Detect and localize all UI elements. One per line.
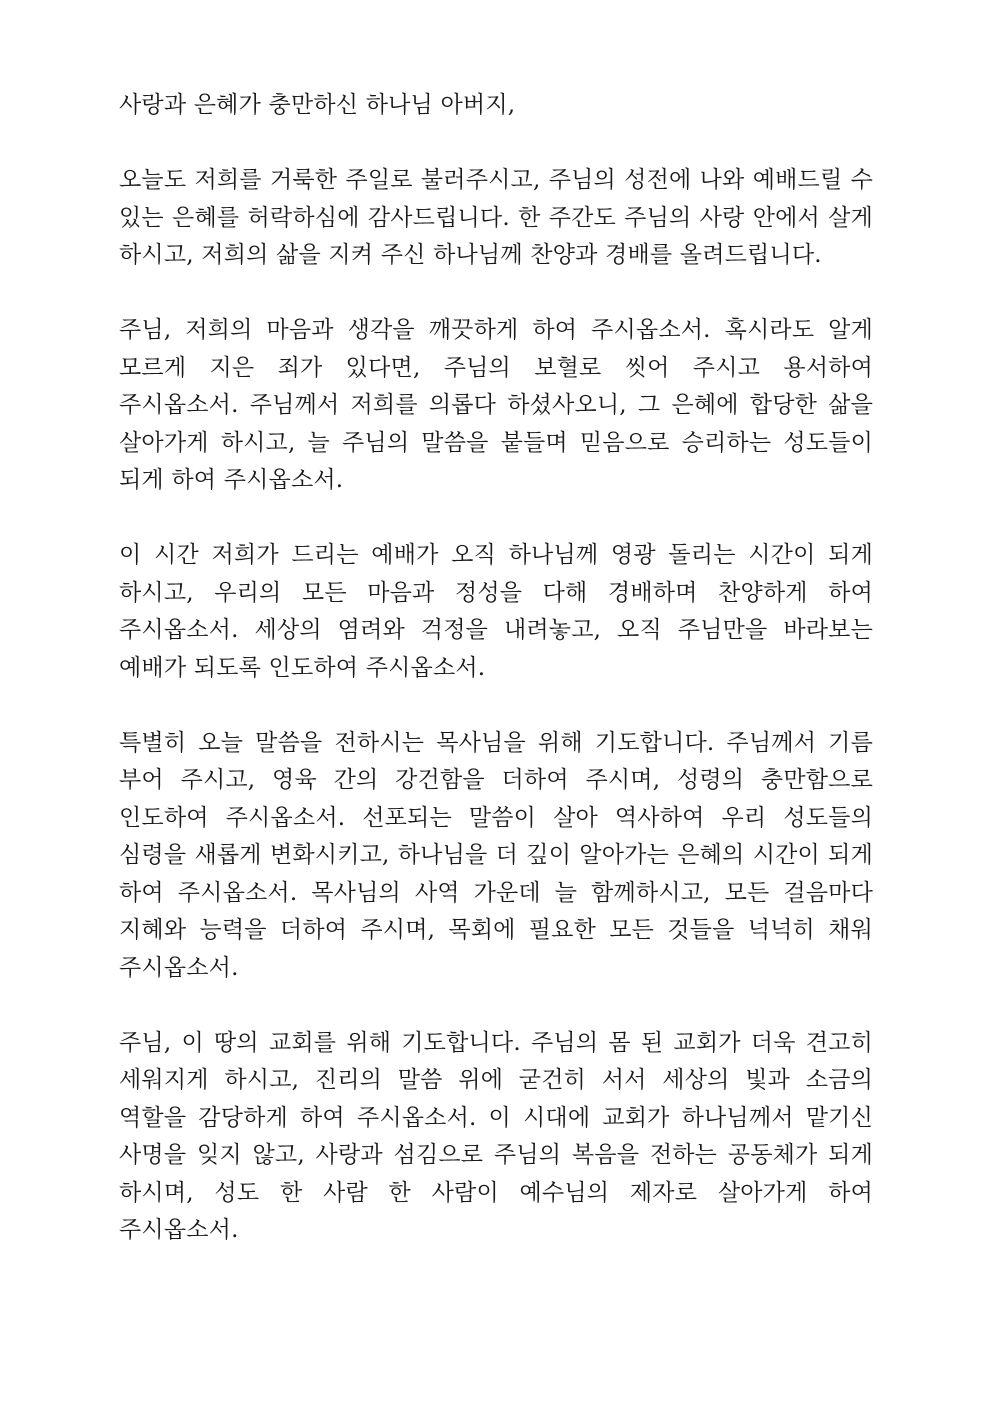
paragraph-pastor: 특별히 오늘 말씀을 전하시는 목사님을 위해 기도합니다. 주님께서 기름 부어 주시고, 영육 간의 강건함을 더하여 주시며, 성령의 충만함으로 인도하여 주시옵소서. 선포되는 말씀이 살아 역사하여 우리 성도들의 심령을 새롭게 변화시키고, 하나님을 더 깊이 알아가는 은혜의 시간이 되게 하여 주시옵소서. 목사님의 사역 가운데 늘 함께하시고, 모든 걸음마다 지혜와 능력을 더하여 주시며, 목회에 필요한 모든 것들을 넉넉히 채워 주시옵소서. (119, 729, 873, 981)
paragraph-greeting: 사랑과 은혜가 충만하신 하나님 아버지, (119, 92, 516, 118)
document-page (119, 87, 873, 1287)
paragraph-worship: 이 시간 저희가 드리는 예배가 오직 하나님께 영광 돌리는 시간이 되게 하시고, 우리의 모든 마음과 정성을 다해 경배하며 찬양하게 하여 주시옵소서. 세상의 염려와 걱정을 내려놓고, 오직 주님만을 바라보는 예배가 되도록 인도하여 주시옵소서. (119, 542, 873, 681)
paragraph-confession: 주님, 저희의 마음과 생각을 깨끗하게 하여 주시옵소서. 혹시라도 알게 모르게 지은 죄가 있다면, 주님의 보혈로 씻어 주시고 용서하여 주시옵소서. 주님께서 저희를 의롭다 하셨사오니, 그 은혜에 합당한 삶을 살아가게 하시고, 늘 주님의 말씀을 붙들며 믿음으로 승리하는 성도들이 되게 하여 주시옵소서. (119, 317, 873, 493)
paragraph-church: 주님, 이 땅의 교회를 위해 기도합니다. 주님의 몸 된 교회가 더욱 견고히 세워지게 하시고, 진리의 말씀 위에 굳건히 서서 세상의 빛과 소금의 역할을 감당하게 하여 주시옵소서. 이 시대에 교회가 하나님께서 맡기신 사명을 잊지 않고, 사랑과 섬김으로 주님의 복음을 전하는 공동체가 되게 하시며, 성도 한 사람 한 사람이 예수님의 제자로 살아가게 하여 주시옵소서. (119, 1029, 873, 1243)
paragraph-thanksgiving: 오늘도 저희를 거룩한 주일로 불러주시고, 주님의 성전에 나와 예배드릴 수 있는 은혜를 허락하심에 감사드립니다. 한 주간도 주님의 사랑 안에서 살게 하시고, 저희의 삶을 지켜 주신 하나님께 찬양과 경배를 올려드립니다. (119, 167, 873, 268)
